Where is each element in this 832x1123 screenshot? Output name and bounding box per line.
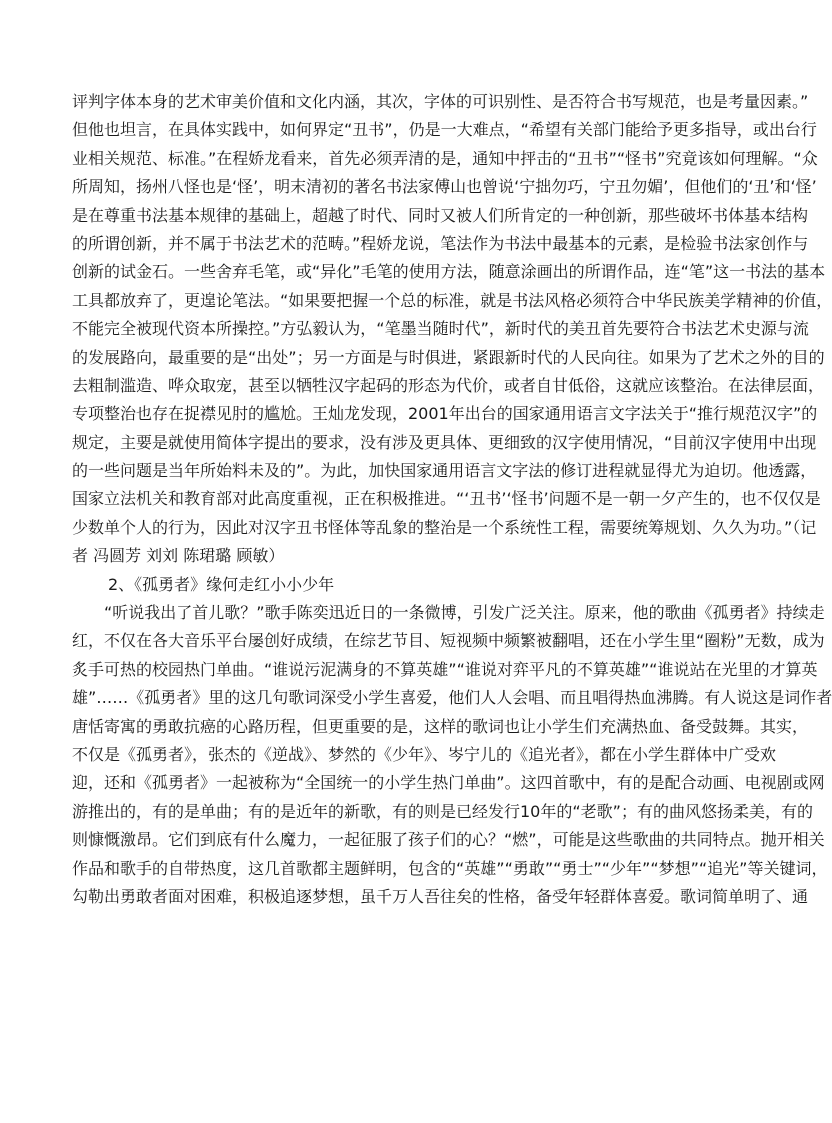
paragraph-lone-brave — [72, 599, 832, 911]
text-line: 评判字体本身的艺术审美价值和文化内涵，其次，字体的可识别性、是否符合书写规范，也是考量因素。” — [72, 92, 809, 111]
text-line: 不能完全被现代资本所操控。”方弘毅认为，“笔墨当随时代”，新时代的美丑首先要符合书法艺术史源与流 — [72, 319, 809, 339]
text-line: 是在尊重书法基本规律的基础上，超越了时代、同时又被人们所肯定的一种创新，那些破坏书体基本结构 — [72, 205, 809, 225]
document-body — [72, 88, 832, 911]
text-line: 游推出的，有的是单曲；有的是近年的新歌，有的则是已经发行10年的“老歌”；有的曲风悠扬柔美，有的 — [72, 801, 813, 821]
section-heading: 2、《孤勇者》缘何走红小小少年 — [108, 574, 335, 594]
text-line: 唐恬寄寓的勇敢抗癌的心路历程，但更重要的是，这样的歌词也让小学生们充满热血、备受鼓舞。其实， — [72, 716, 809, 736]
text-line: 创新的试金石。一些舍弃毛笔，或“异化”毛笔的使用方法，随意涂画出的所谓作品，连“笔”这一书法的基本 — [72, 262, 826, 282]
text-line: 者 冯圆芳 刘刘 陈珺璐 顾敏） — [72, 546, 285, 566]
text-line: 作品和歌手的自带热度，这几首歌都主题鲜明，包含的“英雄”“勇敢”“勇士”“少年”“梦想”“追光”等关键词， — [72, 858, 828, 878]
text-line: “听说我出了首儿歌？”歌手陈奕迅近日的一条微博，引发广泛关注。原来，他的歌曲《孤勇者》持续走 — [104, 603, 825, 623]
text-line: 迎，还和《孤勇者》一起被称为“全国统一的小学生热门单曲”。这四首歌中，有的是配合动画、电视剧或网 — [72, 773, 825, 793]
text-line: 的发展路向，最重要的是“出处”；另一方面是与时俱进，紧跟新时代的人民向往。如果为了艺术之外的目的 — [72, 347, 825, 367]
text-line: 的一些问题是当年所始料未及的”。为此，加快国家通用语言文字法的修订进程就显得尤为迫切。他透露， — [72, 461, 817, 481]
text-line: 少数单个人的行为，因此对汉字丑书怪体等乱象的整治是一个系统性工程，需要统筹规划、久久为功。”（记 — [72, 517, 817, 537]
text-line: 但他也坦言，在具体实践中，如何界定“丑书”，仍是一大难点，“希望有关部门能给予更多指导，或出台行 — [72, 120, 817, 140]
text-line: 雄”……《孤勇者》里的这几句歌词深受小学生喜爱，他们人人会唱、而且唱得热血沸腾。有人说这是词作者 — [72, 688, 832, 708]
text-line: 红，不仅在各大音乐平台屡创好成绩，在综艺节目、短视频中频繁被翻唱，还在小学生里“圈粉”无数，成为 — [72, 631, 825, 651]
text-line: 勾勒出勇敢者面对困难，积极追逐梦想，虽千万人吾往矣的性格，备受年轻群体喜爱。歌词简单明了、通 — [72, 886, 809, 906]
paragraph-calligraphy — [72, 88, 832, 571]
text-line: 的所谓创新，并不属于书法艺术的范畴。”程娇龙说，笔法作为书法中最基本的元素，是检验书法家创作与 — [72, 233, 809, 253]
text-line: 炙手可热的校园热门单曲。“谁说污泥满身的不算英雄”“谁说对弈平凡的不算英雄”“谁说站在光里的才算英 — [72, 659, 818, 679]
text-line: 去粗制滥造、哗众取宠，甚至以牺牲汉字起码的形态为代价，或者自甘低俗，这就应该整治。在法律层面， — [72, 375, 825, 395]
text-line: 专项整治也存在捉襟见肘的尴尬。王灿龙发现，2001年出台的国家通用语言文字法关于“推行规范汉字”的 — [72, 404, 818, 424]
text-line: 国家立法机关和教育部对此高度重视，正在积极推进。“‘丑书’‘怪书’问题不是一朝一夕产生的，也不仅仅是 — [72, 489, 821, 509]
text-line: 规定，主要是就使用简体字提出的要求，没有涉及更具体、更细致的汉字使用情况，“目前汉字使用中出现 — [72, 432, 817, 452]
text-line: 工具都放弃了，更遑论笔法。“如果要把握一个总的标准，就是书法风格必须符合中华民族美学精神的价值， — [72, 290, 832, 310]
text-line: 所周知，扬州八怪也是‘怪’，明末清初的著名书法家傅山也曾说‘宁拙勿巧，宁丑勿媚’，但他们的‘丑’和‘怪’ — [72, 177, 817, 197]
text-line: 业相关规范、标准。”在程娇龙看来，首先必须弄清的是，通知中抨击的“丑书”“怪书”究竟该如何理解。“众 — [72, 148, 818, 168]
text-line: 不仅是《孤勇者》，张杰的《逆战》、梦然的《少年》、岑宁儿的《追光者》，都在小学生群体中广受欢 — [72, 744, 777, 764]
text-line: 则慷慨激昂。它们到底有什么魔力，一起征服了孩子们的心？“燃”，可能是这些歌曲的共同特点。抛开相关 — [72, 830, 825, 850]
